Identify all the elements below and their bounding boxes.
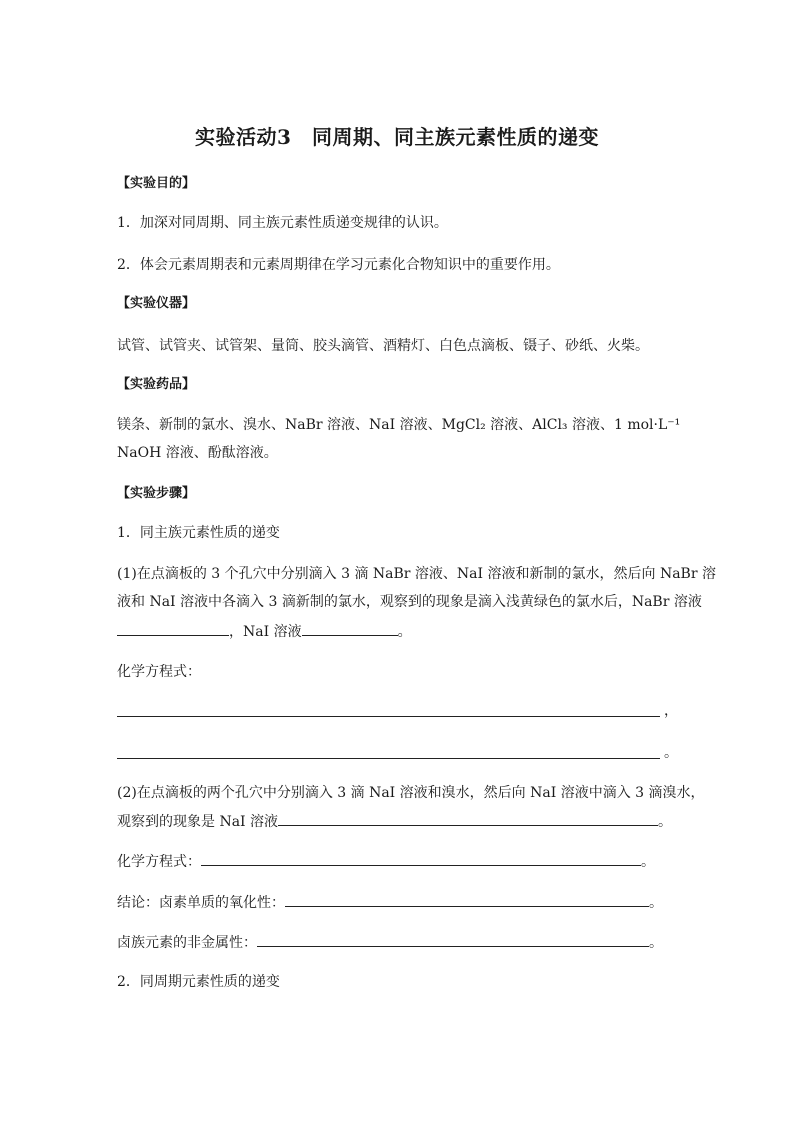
purpose-heading: 【实验目的】 [117,176,196,191]
equation-blank-2[interactable] [117,757,660,759]
step1-title: 1．同主族元素性质的递变 [117,525,280,541]
equation-label-1: 化学方程式： [117,664,201,680]
conclusion-line: 结论：卤素单质的氧化性： 。 [117,891,663,913]
instruments-heading: 【实验仪器】 [117,296,196,311]
reagents-line-1: 镁条、新制的氯水、溴水、NaBr 溶液、NaI 溶液、MgCl₂ 溶液、AlCl₃ 溶液、1 mol·L⁻¹ [117,417,681,433]
conclusion-blank[interactable] [285,891,649,907]
step1-para2-line1: (2)在点滴板的两个孔穴中分别滴入 3 滴 NaI 溶液和溴水，然后向 NaI 溶液中滴入 3 滴溴水， [117,785,705,801]
equation-blank-3[interactable] [201,850,641,866]
equation-line-2: 化学方程式： 。 [117,850,655,872]
step1-para1-line3: ，NaI 溶液 。 [117,620,412,642]
step1-para1-line2: 液和 NaI 溶液中各滴入 3 滴新制的氯水，观察到的现象是滴入浅黄绿色的氯水后，NaBr 溶液 [117,594,702,610]
reagents-heading: 【实验药品】 [117,377,196,392]
equation-comma: ， [664,703,678,719]
reagents-line-2: NaOH 溶液、酚酞溶液。 [117,445,278,461]
page-title: 实验活动3 同周期、同主族元素性质的递变 [195,125,599,149]
step1-para2-line2: 观察到的现象是 NaI 溶液 。 [117,810,672,832]
answer-blank-nai-bromine[interactable] [278,810,658,826]
purpose-item-2: 2．体会元素周期表和元素周期律在学习元素化合物知识中的重要作用。 [117,257,560,273]
step1-para1-line1: (1)在点滴板的 3 个孔穴中分别滴入 3 滴 NaBr 溶液、NaI 溶液和新制的氯水，然后向 NaBr 溶 [117,566,716,582]
equation-period: 。 [664,745,678,761]
purpose-item-1: 1．加深对同周期、同主族元素性质递变规律的认识。 [117,215,448,231]
nonmetal-blank[interactable] [257,931,649,947]
answer-blank-nai[interactable] [302,620,398,636]
nonmetal-line: 卤族元素的非金属性： 。 [117,931,663,953]
instruments-list: 试管、试管夹、试管架、量筒、胶头滴管、酒精灯、白色点滴板、镊子、砂纸、火柴。 [117,338,649,354]
answer-blank-nabr[interactable] [117,620,229,636]
step2-title: 2．同周期元素性质的递变 [117,974,280,990]
equation-blank-1[interactable] [117,715,660,717]
steps-heading: 【实验步骤】 [117,486,196,501]
